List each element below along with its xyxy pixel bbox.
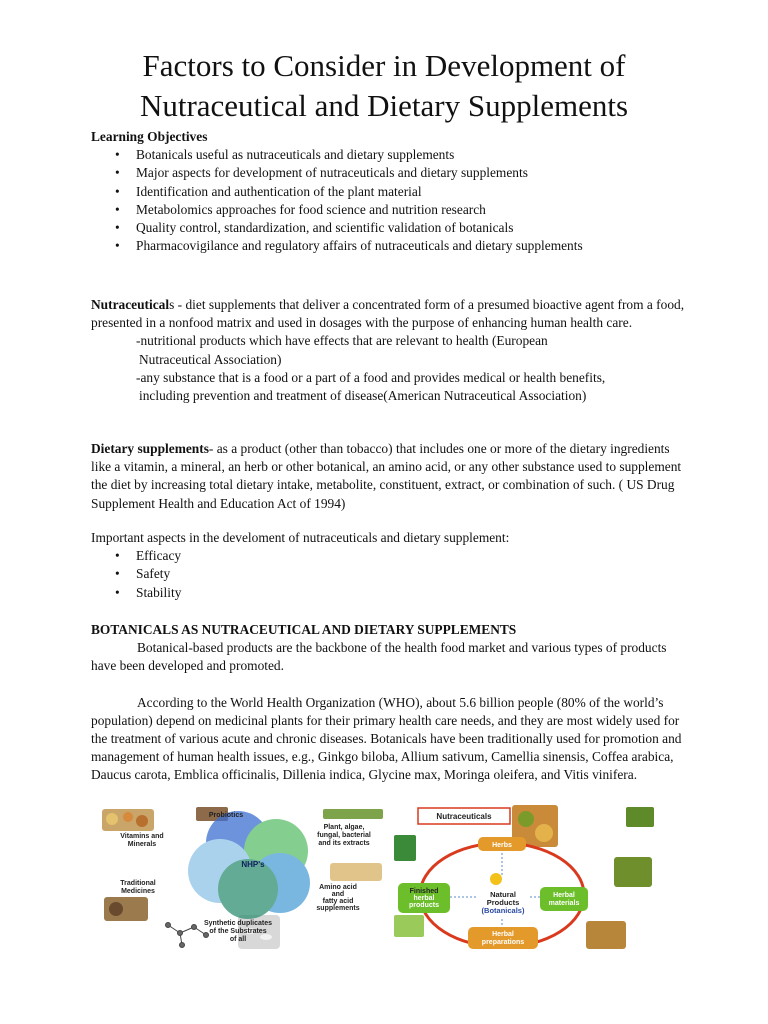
label-plant-3: and its extracts	[318, 840, 370, 847]
amino-acid-image	[330, 863, 382, 881]
leaf-icon	[626, 807, 654, 827]
nutraceuticals-definition-text: s - diet supplements that deliver a concentrated form of a presumed bioactive agent from a food, presented in a nonfood matrix and used in dosages with the purpose of enhancing human health care.	[91, 297, 685, 331]
nutraceuticals-definition	[91, 296, 691, 332]
learning-objectives-list	[91, 146, 691, 255]
nutraceuticals-term: Nutraceutical	[91, 297, 170, 312]
finished-label: Finished	[409, 888, 439, 895]
center-natural: Natural	[490, 890, 516, 899]
label-amino-3: fatty acid	[322, 898, 354, 905]
list-item: • Stability	[91, 584, 691, 602]
list-item: • Major aspects for development of nutraceuticals and dietary supplements	[91, 164, 691, 182]
finished-label-3: products	[409, 902, 439, 909]
nutraceuticals-section	[91, 296, 691, 405]
label-plant-2: fungal, bacterial	[317, 832, 371, 839]
botanicals-cycle-svg	[390, 805, 680, 955]
botanicals-cycle-figure	[390, 805, 680, 955]
herb-icon	[518, 811, 534, 827]
nutraceuticals-header-label: Nutraceuticals	[436, 812, 492, 821]
finished-label-2: herbal	[413, 895, 435, 902]
nutraceuticals-sub2-cont: including prevention and treatment of disease(American Nutraceutical Association)	[139, 388, 587, 404]
learning-objectives-section	[91, 128, 691, 255]
dietary-supplements-section	[91, 440, 691, 513]
nutraceuticals-sub2: -any substance that is a food or a part of a food and provides medical or health benefits,	[136, 369, 606, 385]
list-item: • Botanicals useful as nutraceuticals and dietary supplements	[91, 146, 691, 164]
aspects-intro: Important aspects in the develoment of nutraceuticals and dietary supplement:	[91, 530, 510, 545]
label-vitamins: Vitamins and	[120, 833, 164, 840]
dietary-definition	[91, 440, 691, 513]
nutraceuticals-sub1-cont: Nutraceutical Association)	[139, 351, 282, 367]
pill-icon	[106, 813, 118, 825]
nhp-venn-svg	[98, 805, 398, 955]
herbal-materials-box	[540, 887, 588, 911]
botanicals-section	[91, 621, 691, 785]
botanicals-paragraph-1: Botanical-based products are the backbone of the health food market and various types of products have been developed and promoted.	[91, 640, 667, 674]
label-synthetic: Synthetic duplicates	[203, 920, 273, 927]
bowl-icon	[109, 902, 123, 916]
dietary-definition-text: - as a product (other than tobacco) that includes one or more of the dietary ingredients like a vitamin, a mineral, an herb or other botanical, an amino acid, or any other substance used to supplement the diet by increasing total dietary intake, metabolite, constituent, extract, or combination of such. ( US Drug Supplement Health and Education Act of 1994)	[91, 441, 682, 511]
herbal-materials-photo	[614, 857, 652, 887]
list-item: • Metabolomics approaches for food science and nutrition research	[91, 201, 691, 219]
label-minerals: Minerals	[127, 841, 157, 848]
botanicals-heading: BOTANICALS AS NUTRACEUTICAL AND DIETARY SUPPLEMENTS	[91, 622, 517, 637]
label-probiotics: Probiotics	[208, 812, 244, 819]
spacer	[91, 676, 691, 694]
page-title: Factors to Consider in Development of Nutraceutical and Dietary Supplements	[139, 48, 629, 123]
aspects-section	[91, 529, 691, 602]
label-amino-2: and	[331, 891, 345, 898]
venn-center-label: NHP's	[241, 860, 265, 869]
botanicals-paragraph-2: According to the World Health Organization (WHO), about 5.6 billion people (80% of the world’s population) depend on medicinal plants for their primary health care needs, and they are most widely used for the treatment of various acute and chronic diseases. Botanicals have been traditionally used for promotion and management of human health issues, e.g., Ginkgo biloba, Allium sativum, Camellia sinensis, Coffea arabica, Daucus carota, Emblica officinalis, Dillenia indica, Glycine max, Moringa oleifera, and Vitis vinifera.	[91, 694, 682, 783]
herbal-materials-label-2: materials	[548, 900, 580, 907]
label-amino: Amino acid	[319, 884, 357, 891]
label-plant: Plant, algae,	[323, 824, 365, 831]
herbal-preparations-label: Herbal	[492, 931, 514, 938]
label-synthetic-2: of the Substrates	[209, 928, 267, 935]
herbal-materials-label: Herbal	[553, 892, 575, 899]
label-traditional: Traditional	[120, 880, 156, 887]
herbal-photo	[394, 915, 424, 937]
plant-image	[323, 809, 383, 819]
center-botanicals: (Botanicals)	[481, 906, 525, 915]
label-medicines: Medicines	[121, 888, 155, 895]
center-products: Products	[486, 898, 520, 907]
dietary-term: Dietary supplements	[91, 441, 209, 456]
list-item: • Pharmacovigilance and regulatory affairs of nutraceuticals and dietary supplements	[91, 237, 691, 255]
nutraceuticals-sub1: -nutritional products which have effects that are relevant to health (European	[136, 333, 548, 349]
list-item: • Safety	[91, 565, 691, 583]
nhp-venn-figure	[98, 805, 398, 955]
list-item: • Efficacy	[91, 547, 691, 565]
bottle-icon	[394, 835, 416, 861]
flower-icon	[490, 873, 502, 885]
label-synthetic-3: of all	[229, 936, 247, 943]
molecule-icon	[166, 923, 209, 948]
pill-icon	[136, 815, 148, 827]
list-item: • Identification and authentication of the plant material	[91, 183, 691, 201]
preparations-photo	[586, 921, 626, 949]
list-item: • Quality control, standardization, and scientific validation of botanicals	[91, 219, 691, 237]
aspects-list	[91, 547, 691, 602]
learning-objectives-heading: Learning Objectives	[91, 129, 208, 144]
pill-icon	[123, 812, 133, 822]
pill-icon	[535, 824, 553, 842]
herbs-label: Herbs	[492, 842, 512, 849]
label-amino-4: supplements	[316, 905, 360, 912]
herbal-preparations-label-2: preparations	[481, 939, 525, 946]
